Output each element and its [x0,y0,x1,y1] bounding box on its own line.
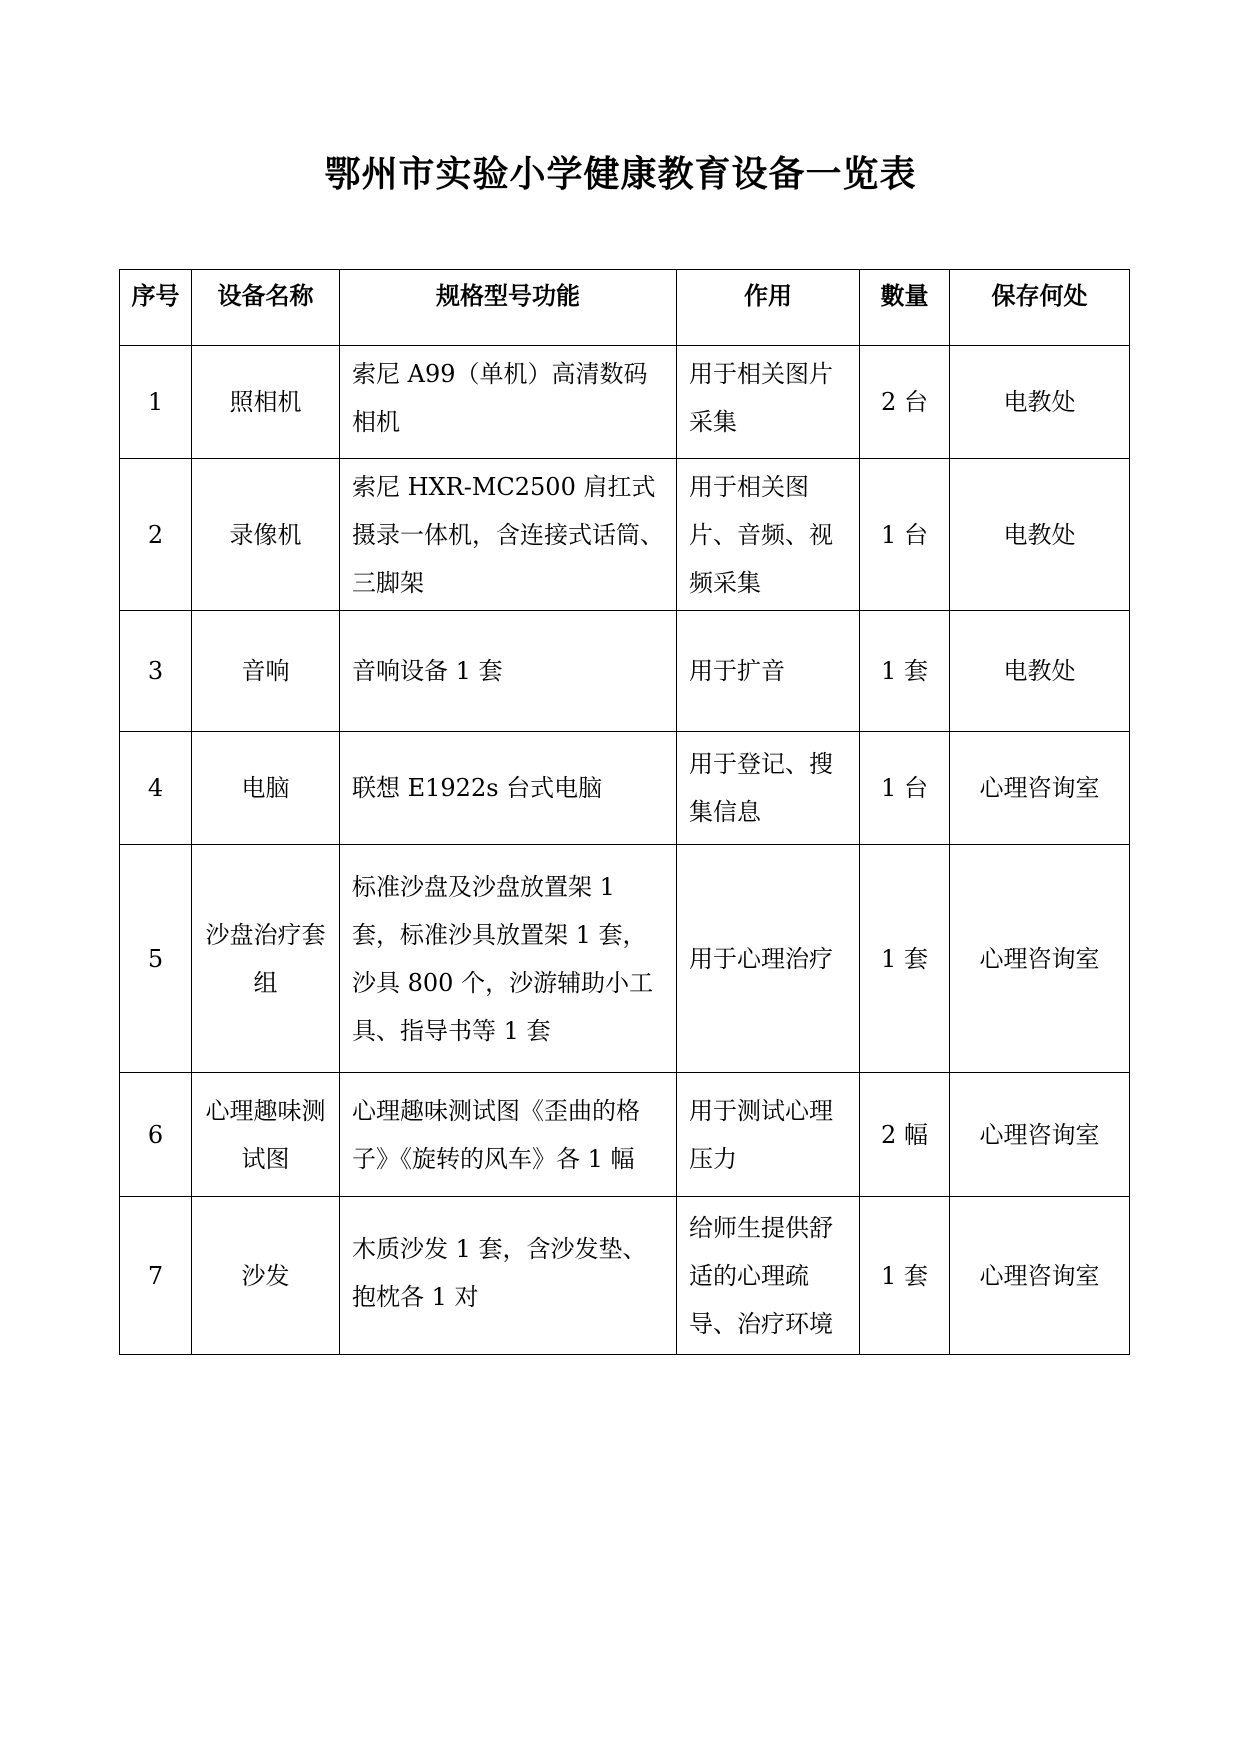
cell-specification: 音响设备 1 套 [340,611,677,732]
table-row [120,346,1130,459]
table-row [120,459,1130,611]
table-row [120,1073,1130,1197]
cell-serial-number: 5 [120,845,192,1073]
cell-storage-location: 心理咨询室 [950,845,1130,1073]
table-row [120,732,1130,845]
table-row [120,1197,1130,1355]
cell-purpose: 用于扩音 [677,611,860,732]
cell-serial-number: 4 [120,732,192,845]
cell-specification: 索尼 A99（单机）高清数码相机 [340,346,677,459]
cell-quantity: 1 台 [860,459,950,611]
cell-purpose: 给师生提供舒适的心理疏导、治疗环境 [677,1197,860,1355]
cell-equipment-name: 照相机 [192,346,340,459]
page-title: 鄂州市实验小学健康教育设备一览表 [324,154,917,195]
table-row [120,611,1130,732]
cell-quantity: 2 台 [860,346,950,459]
header-storage-location: 保存何处 [950,270,1130,346]
header-quantity: 數量 [860,270,950,346]
cell-equipment-name: 电脑 [192,732,340,845]
cell-specification: 木质沙发 1 套，含沙发垫、抱枕各 1 对 [340,1197,677,1355]
cell-quantity: 1 台 [860,732,950,845]
header-serial-number: 序号 [120,270,192,346]
cell-equipment-name: 沙发 [192,1197,340,1355]
cell-equipment-name: 音响 [192,611,340,732]
cell-equipment-name: 沙盘治疗套组 [192,845,340,1073]
cell-serial-number: 3 [120,611,192,732]
cell-quantity: 1 套 [860,845,950,1073]
cell-serial-number: 6 [120,1073,192,1197]
cell-storage-location: 电教处 [950,459,1130,611]
cell-serial-number: 2 [120,459,192,611]
cell-purpose: 用于相关图片、音频、视频采集 [677,459,860,611]
cell-quantity: 1 套 [860,1197,950,1355]
cell-specification: 联想 E1922s 台式电脑 [340,732,677,845]
cell-storage-location: 电教处 [950,346,1130,459]
table-header-row [120,270,1130,346]
equipment-table [119,269,1130,1355]
cell-purpose: 用于相关图片采集 [677,346,860,459]
cell-storage-location: 心理咨询室 [950,732,1130,845]
cell-specification: 心理趣味测试图《歪曲的格子》《旋转的风车》各 1 幅 [340,1073,677,1197]
cell-purpose: 用于心理治疗 [677,845,860,1073]
cell-serial-number: 7 [120,1197,192,1355]
table-row [120,845,1130,1073]
header-specification: 规格型号功能 [340,270,677,346]
cell-storage-location: 电教处 [950,611,1130,732]
cell-quantity: 1 套 [860,611,950,732]
cell-equipment-name: 心理趣味测试图 [192,1073,340,1197]
cell-serial-number: 1 [120,346,192,459]
cell-storage-location: 心理咨询室 [950,1197,1130,1355]
cell-storage-location: 心理咨询室 [950,1073,1130,1197]
cell-specification: 标准沙盘及沙盘放置架 1 套，标准沙具放置架 1 套，沙具 800 个，沙游辅助小工具、指导书等 1 套 [340,845,677,1073]
header-purpose: 作用 [677,270,860,346]
cell-quantity: 2 幅 [860,1073,950,1197]
cell-specification: 索尼 HXR-MC2500 肩扛式摄录一体机，含连接式话筒、三脚架 [340,459,677,611]
cell-purpose: 用于登记、搜集信息 [677,732,860,845]
cell-equipment-name: 录像机 [192,459,340,611]
cell-purpose: 用于测试心理压力 [677,1073,860,1197]
header-equipment-name: 设备名称 [192,270,340,346]
